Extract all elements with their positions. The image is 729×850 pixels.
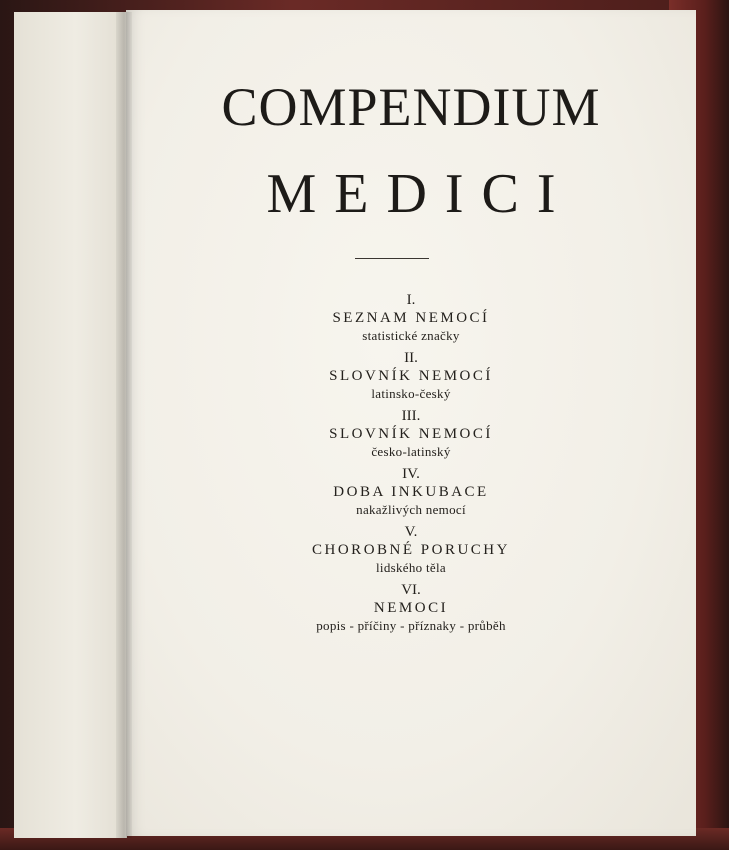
left-page	[14, 12, 127, 838]
contents-heading: NEMOCI	[373, 600, 449, 616]
contents-numeral: VI.	[401, 582, 421, 598]
contents-heading: CHOROBNÉ PORUCHY	[312, 542, 510, 558]
contents-heading: SEZNAM NEMOCÍ	[332, 310, 490, 326]
contents-subtitle: popis - příčiny - příznaky - průběh	[316, 618, 506, 633]
contents-subtitle: česko-latinský	[371, 444, 451, 459]
contents-subtitle: nakažlivých nemocí	[356, 502, 466, 517]
contents-list	[126, 292, 696, 640]
contents-heading: SLOVNÍK NEMOCÍ	[329, 368, 493, 384]
contents-subtitle: latinsko-český	[371, 386, 451, 401]
contents-heading: DOBA INKUBACE	[333, 484, 489, 500]
book-title-line-2: MEDICI	[266, 163, 574, 225]
contents-numeral: IV.	[402, 466, 420, 482]
contents-item-3	[126, 408, 696, 460]
contents-subtitle: statistické značky	[362, 328, 460, 343]
contents-item-4	[126, 466, 696, 518]
contents-subtitle: lidského těla	[376, 560, 446, 575]
contents-numeral: I.	[406, 292, 416, 308]
title-divider	[355, 258, 429, 259]
contents-numeral: III.	[401, 408, 421, 424]
contents-numeral: V.	[404, 524, 418, 540]
contents-item-6	[126, 582, 696, 634]
contents-numeral: II.	[404, 350, 418, 366]
contents-heading: SLOVNÍK NEMOCÍ	[329, 426, 493, 442]
contents-item-1	[126, 292, 696, 344]
book-title-line-1: COMPENDIUM	[221, 77, 601, 137]
contents-item-5	[126, 524, 696, 576]
contents-item-2	[126, 350, 696, 402]
